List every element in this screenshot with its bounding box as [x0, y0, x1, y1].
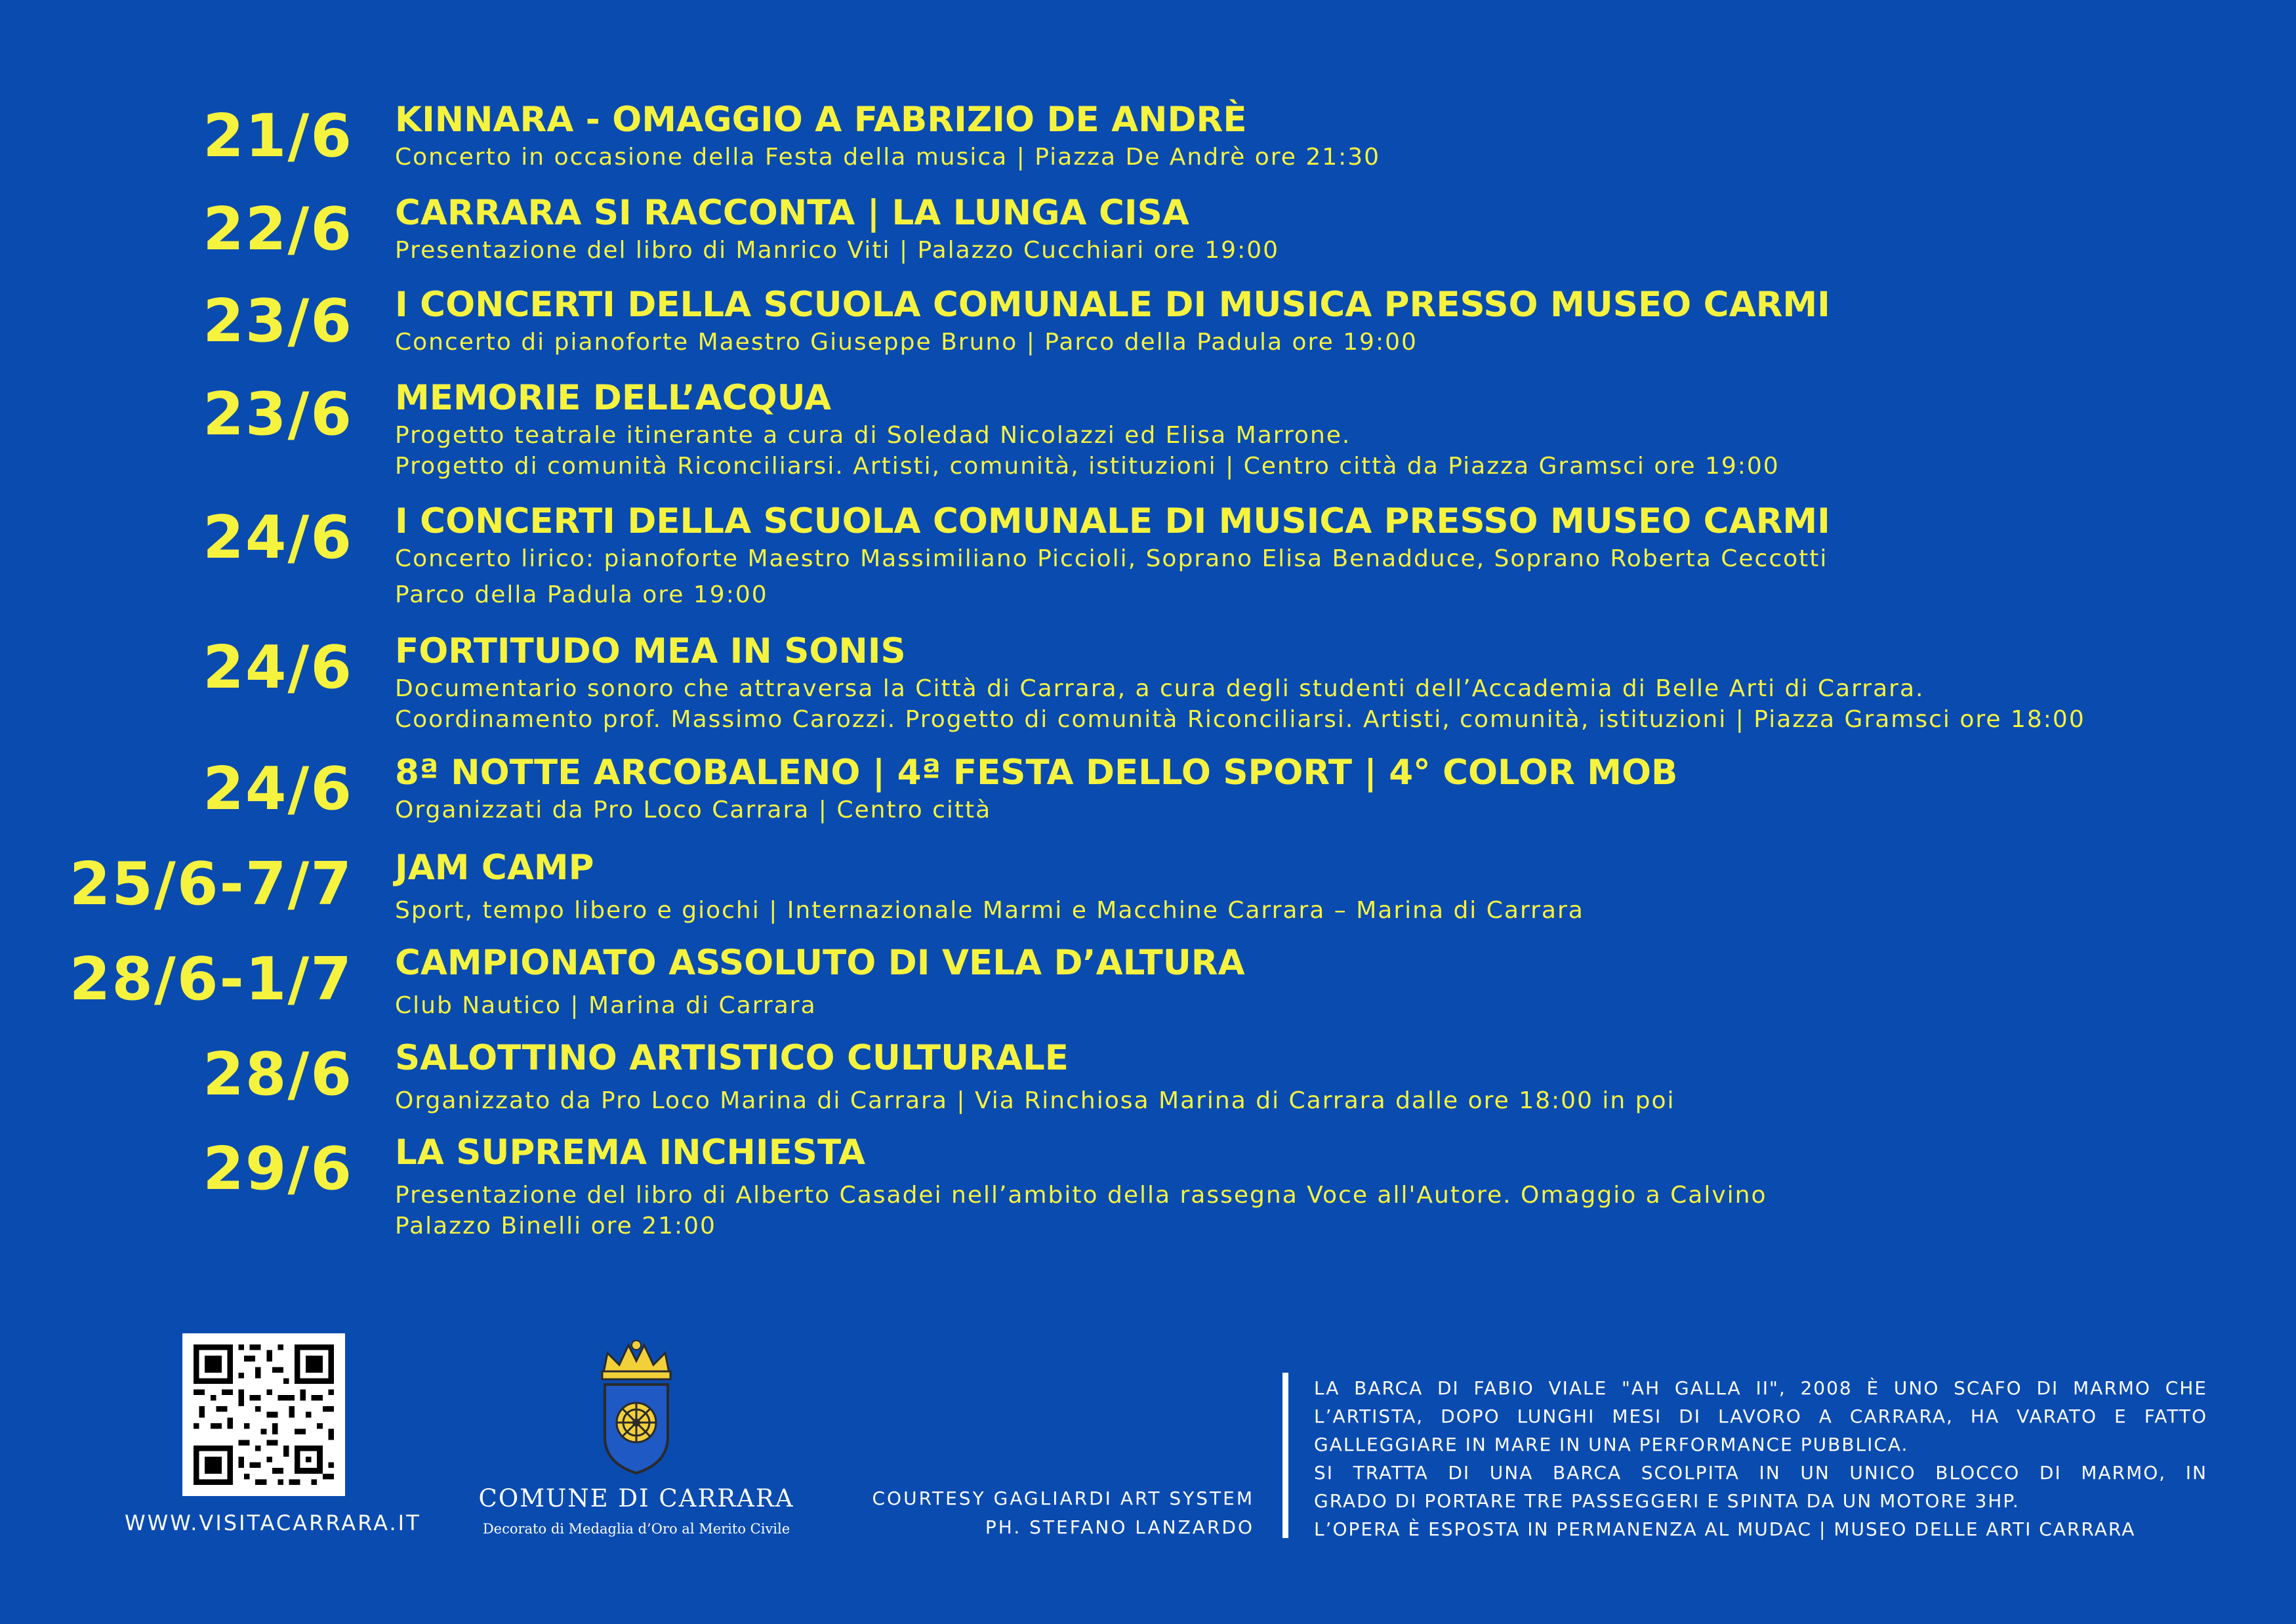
- event-description: Progetto di comunità Riconciliarsi. Artisti, comunità, istituzioni | Centro città da Piazza Gramsci ore 19:00: [395, 453, 1780, 480]
- note-line: SI TRATTA DI UNA BARCA SCOLPITA IN UN UNICO BLOCCO DI MARMO, IN: [1314, 1462, 2207, 1484]
- event-description: Parco della Padula ore 19:00: [395, 581, 768, 608]
- note-line: L’OPERA È ESPOSTA IN PERMANENZA AL MUDAC | MUSEO DELLE ARTI CARRARA: [1314, 1518, 2136, 1540]
- artwork-note: [1314, 1374, 2207, 1543]
- event-date: 24/6: [203, 755, 353, 823]
- note-line: GALLEGGIARE IN MARE IN UNA PERFORMANCE PUBBLICA.: [1314, 1434, 1909, 1455]
- event-description: Presentazione del libro di Alberto Casadei nell’ambito della rassegna Voce all'Autore. Omaggio a Calvino: [395, 1182, 1767, 1209]
- event-title: KINNARA - OMAGGIO A FABRIZIO DE ANDRÈ: [395, 100, 1247, 140]
- event-title: CAMPIONATO ASSOLUTO DI VELA D’ALTURA: [395, 943, 1245, 983]
- event-description: Organizzato da Pro Loco Marina di Carrara | Via Rinchiosa Marina di Carrara dalle ore 18:00 in poi: [395, 1087, 1675, 1114]
- event-date: 21/6: [203, 102, 353, 171]
- event-description: Sport, tempo libero e giochi | Internazionale Marmi e Macchine Carrara – Marina di Carrara: [395, 897, 1584, 924]
- event-description: Concerto di pianoforte Maestro Giuseppe Bruno | Parco della Padula ore 19:00: [395, 329, 1418, 356]
- event-title: JAM CAMP: [395, 848, 594, 888]
- comune-name: COMUNE DI CARRARA: [478, 1484, 794, 1512]
- event-description: Concerto lirico: pianoforte Maestro Massimiliano Piccioli, Soprano Elisa Benadduce, Soprano Roberta Ceccotti: [395, 545, 1828, 572]
- event-date: 24/6: [203, 633, 353, 702]
- event-date: 23/6: [203, 287, 353, 356]
- event-date: 29/6: [203, 1135, 353, 1203]
- event-title: CARRARA SI RACCONTA | LA LUNGA CISA: [395, 193, 1189, 233]
- note-line: LA BARCA DI FABIO VIALE "AH GALLA II", 2008 È UNO SCAFO DI MARMO CHE: [1314, 1377, 2207, 1399]
- note-line: GRADO DI PORTARE TRE PASSEGGERI E SPINTA DA UN MOTORE 3HP.: [1314, 1490, 2020, 1512]
- event-date: 22/6: [203, 195, 353, 264]
- event-title: FORTITUDO MEA IN SONIS: [395, 631, 906, 671]
- credit-courtesy: COURTESY GAGLIARDI ART SYSTEM: [872, 1488, 1254, 1509]
- event-title: I CONCERTI DELLA SCUOLA COMUNALE DI MUSICA PRESSO MUSEO CARMI: [395, 285, 1830, 325]
- event-description: Concerto in occasione della Festa della musica | Piazza De Andrè ore 21:30: [395, 144, 1381, 171]
- website-link[interactable]: WWW.VISITACARRARA.IT: [125, 1510, 421, 1535]
- photo-credits: [872, 1484, 1255, 1542]
- event-date: 24/6: [203, 503, 353, 572]
- note-line: L’ARTISTA, DOPO LUNGHI MESI DI LAVORO A CARRARA, HA VARATO E FATTO: [1314, 1405, 2207, 1427]
- event-date: 28/6: [203, 1040, 353, 1109]
- qr-code: [182, 1333, 345, 1496]
- event-description: Club Nautico | Marina di Carrara: [395, 992, 817, 1019]
- credit-photographer: PH. STEFANO LANZARDO: [985, 1516, 1254, 1538]
- event-date: 25/6-7/7: [69, 850, 353, 919]
- event-description: Organizzati da Pro Loco Carrara | Centro città: [395, 797, 992, 823]
- event-title: LA SUPREMA INCHIESTA: [395, 1133, 866, 1173]
- divider: [1282, 1373, 1288, 1538]
- event-date: 28/6-1/7: [69, 945, 353, 1014]
- event-title: MEMORIE DELL’ACQUA: [395, 378, 832, 418]
- comune-crest-logo: [597, 1339, 676, 1479]
- event-title: SALOTTINO ARTISTICO CULTURALE: [395, 1038, 1069, 1078]
- event-description: Coordinamento prof. Massimo Carozzi. Progetto di comunità Riconciliarsi. Artisti, comunità, istituzioni | Piazza Gramsci ore 18:00: [395, 706, 2085, 733]
- event-description: Progetto teatrale itinerante a cura di Soledad Nicolazzi ed Elisa Marrone.: [395, 422, 1351, 449]
- event-description: Documentario sonoro che attraversa la Città di Carrara, a cura degli studenti dell’Accademia di Belle Arti di Carrara.: [395, 675, 1925, 702]
- comune-subtitle: Decorato di Medaglia d’Oro al Merito Civile: [482, 1521, 790, 1537]
- event-description: Palazzo Binelli ore 21:00: [395, 1213, 716, 1239]
- event-date: 23/6: [203, 380, 353, 449]
- event-title: I CONCERTI DELLA SCUOLA COMUNALE DI MUSICA PRESSO MUSEO CARMI: [395, 501, 1830, 541]
- event-title: 8ª NOTTE ARCOBALENO | 4ª FESTA DELLO SPORT | 4° COLOR MOB: [395, 753, 1678, 793]
- event-description: Presentazione del libro di Manrico Viti | Palazzo Cucchiari ore 19:00: [395, 237, 1280, 264]
